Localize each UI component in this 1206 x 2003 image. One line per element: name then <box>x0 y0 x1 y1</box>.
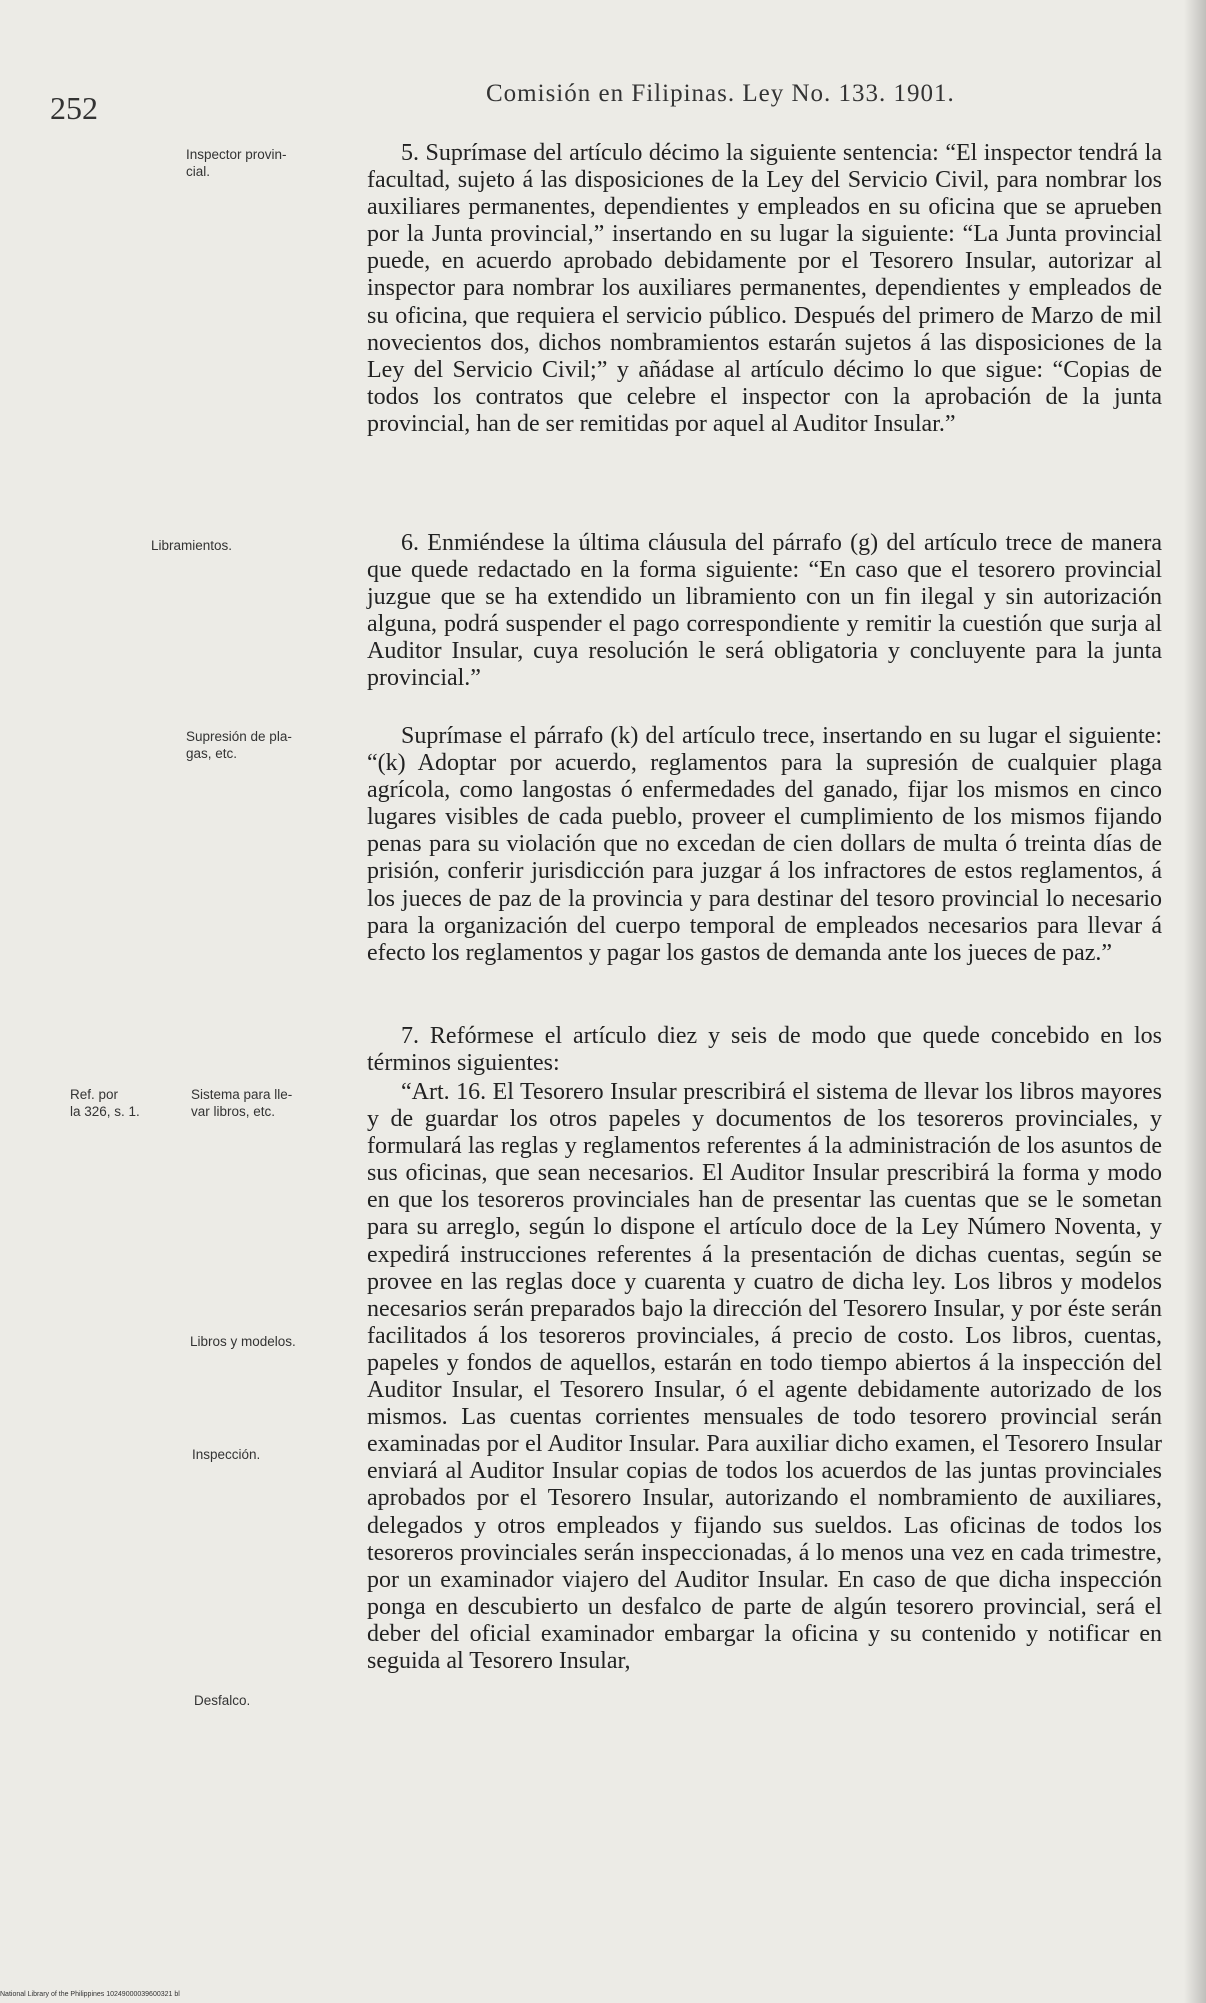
body-paragraph-6b <box>367 723 1162 1021</box>
margin-note-desfalco: Desfalco. <box>194 1693 251 1708</box>
page-number: 252 <box>50 90 98 126</box>
margin-note-supresion: Supresión de pla- gas, etc. <box>186 729 292 761</box>
body-paragraph-7 <box>367 1023 1162 1077</box>
page-edge-shadow <box>1184 0 1206 2003</box>
running-header: Comisión en Filipinas. Ley No. 133. 1901. <box>486 80 955 107</box>
paragraph-5-text: 5. Suprímase del artículo décimo la siguiente sentencia: “El inspector tendrá la facultad, sujeto á las disposiciones de la Ley del Servicio Civil, para nombrar los auxiliares permanentes, dependientes y empleados en su oficina que se aprueben por la Junta provincial,” insertando en su lugar la siguiente: “La Junta provincial puede, en acuerdo aprobado debidamente por el Tesorero Insular, autorizar al inspector para nombrar los auxiliares permanentes, dependientes y empleados de su oficina, que requiera el servicio público. Después del primero de Marzo de mil novecientos dos, dichos nombramientos estarán sujetos á las disposiciones de la Ley del Servicio Civil;” y añádase al artículo décimo lo que sigue: “Copias de todos los contratos que celebre el inspector con la aprobación de la junta provincial, han de ser remitidas por aquel al Auditor Insular.” <box>367 140 1162 437</box>
margin-note-libros: Libros y modelos. <box>190 1334 296 1349</box>
article-16-text: “Art. 16. El Tesorero Insular prescribirá el sistema de llevar los libros mayores y de guardar los otros papeles y documentos de los tesoreros provinciales, y formulará las reglas y reglamentos referentes á la administración de los asuntos de sus oficinas, que sean necesarios. El Auditor Insular prescribirá la forma y modo en que los tesoreros provinciales han de presentar las cuentas que se le sometan para su arreglo, según lo dispone el artículo doce de la Ley Número Noventa, y expedirá instrucciones referentes á la presentación de dichas cuentas, según se provee en las reglas doce y cuarenta y cuatro de dicha ley. Los libros y modelos necesarios serán preparados bajo la dirección del Tesorero Insular, y por éste serán facilitados á los tesoreros provinciales, á precio de costo. Los libros, cuentas, papeles y fondos de aquellos, estarán en todo tiempo abiertos á la inspección del Auditor Insular, el Tesorero Insular, ó el agente debidamente autorizado de los mismos. Las cuentas corrientes mensuales de todo tesorero provincial serán examinadas por el Auditor Insular. Para auxiliar dicho examen, el Tesorero Insular enviará al Auditor Insular copias de todos los acuerdos de las juntas provinciales aprobados por el Tesorero Insular, autorizando el nombramiento de auxiliares, delegados y otros empleados y fijando sus sueldos. Las oficinas de todos los tesoreros provinciales serán inspeccionadas, á lo menos una vez en cada trimestre, por un examinador viajero del Auditor Insular. En caso de que dicha inspección ponga en descubierto un desfalco de parte de algún tesorero provincial, será el deber del oficial examinador embargar la oficina y su contenido y notificar en seguida al Tesorero Insular, <box>367 1079 1162 1674</box>
paragraph-7-text: 7. Refórmese el artículo diez y seis de modo que quede concebido en los términos siguientes: <box>367 1023 1162 1077</box>
body-paragraph-5 <box>367 140 1162 526</box>
margin-note-libramientos: Libramientos. <box>151 538 233 553</box>
footer-credit: National Library of the Philippines 10249000039600321 bl <box>0 1991 180 1998</box>
margin-note-inspector: Inspector provin- cial. <box>186 147 287 179</box>
margin-note-sistema: Sistema para lle- var libros, etc. <box>191 1087 293 1119</box>
body-paragraph-6 <box>367 530 1162 720</box>
margin-note-ref: Ref. por la 326, s. 1. <box>70 1087 140 1119</box>
paragraph-6-text: 6. Enmiéndese la última cláusula del párrafo (g) del artículo trece de manera que quede redactado en la forma siguiente: “En caso que el tesorero provincial juzgue que se ha extendido un libramiento con un fin ilegal y sin autorización alguna, podrá suspender el pago correspondiente y remitir la cuestión que surja al Auditor Insular, cuya resolución le será obligatoria y concluyente para la junta provincial.” <box>367 530 1162 692</box>
body-article-16 <box>367 1079 1162 1824</box>
margin-note-inspeccion: Inspección. <box>192 1447 261 1462</box>
paragraph-6b-text: Suprímase el párrafo (k) del artículo trece, insertando en su lugar el siguiente: “(k) Adoptar por acuerdo, reglamentos para la supresión de cualquier plaga agrícola, como langostas ó enfermedades del ganado, fijar los mismos en cinco lugares visibles de cada pueblo, proveer el cumplimiento de los mismos fijando penas para su violación que no excedan de cien dollars de multa ó treinta días de prisión, conferir jurisdicción para juzgar á los infractores de estos reglamentos, á los jueces de paz de la provincia y para destinar del tesoro provincial lo necesario para la organización del cuerpo temporal de empleados necesarios para llevar á efecto los reglamentos y pagar los gastos de demanda ante los jueces de paz.” <box>367 723 1162 966</box>
